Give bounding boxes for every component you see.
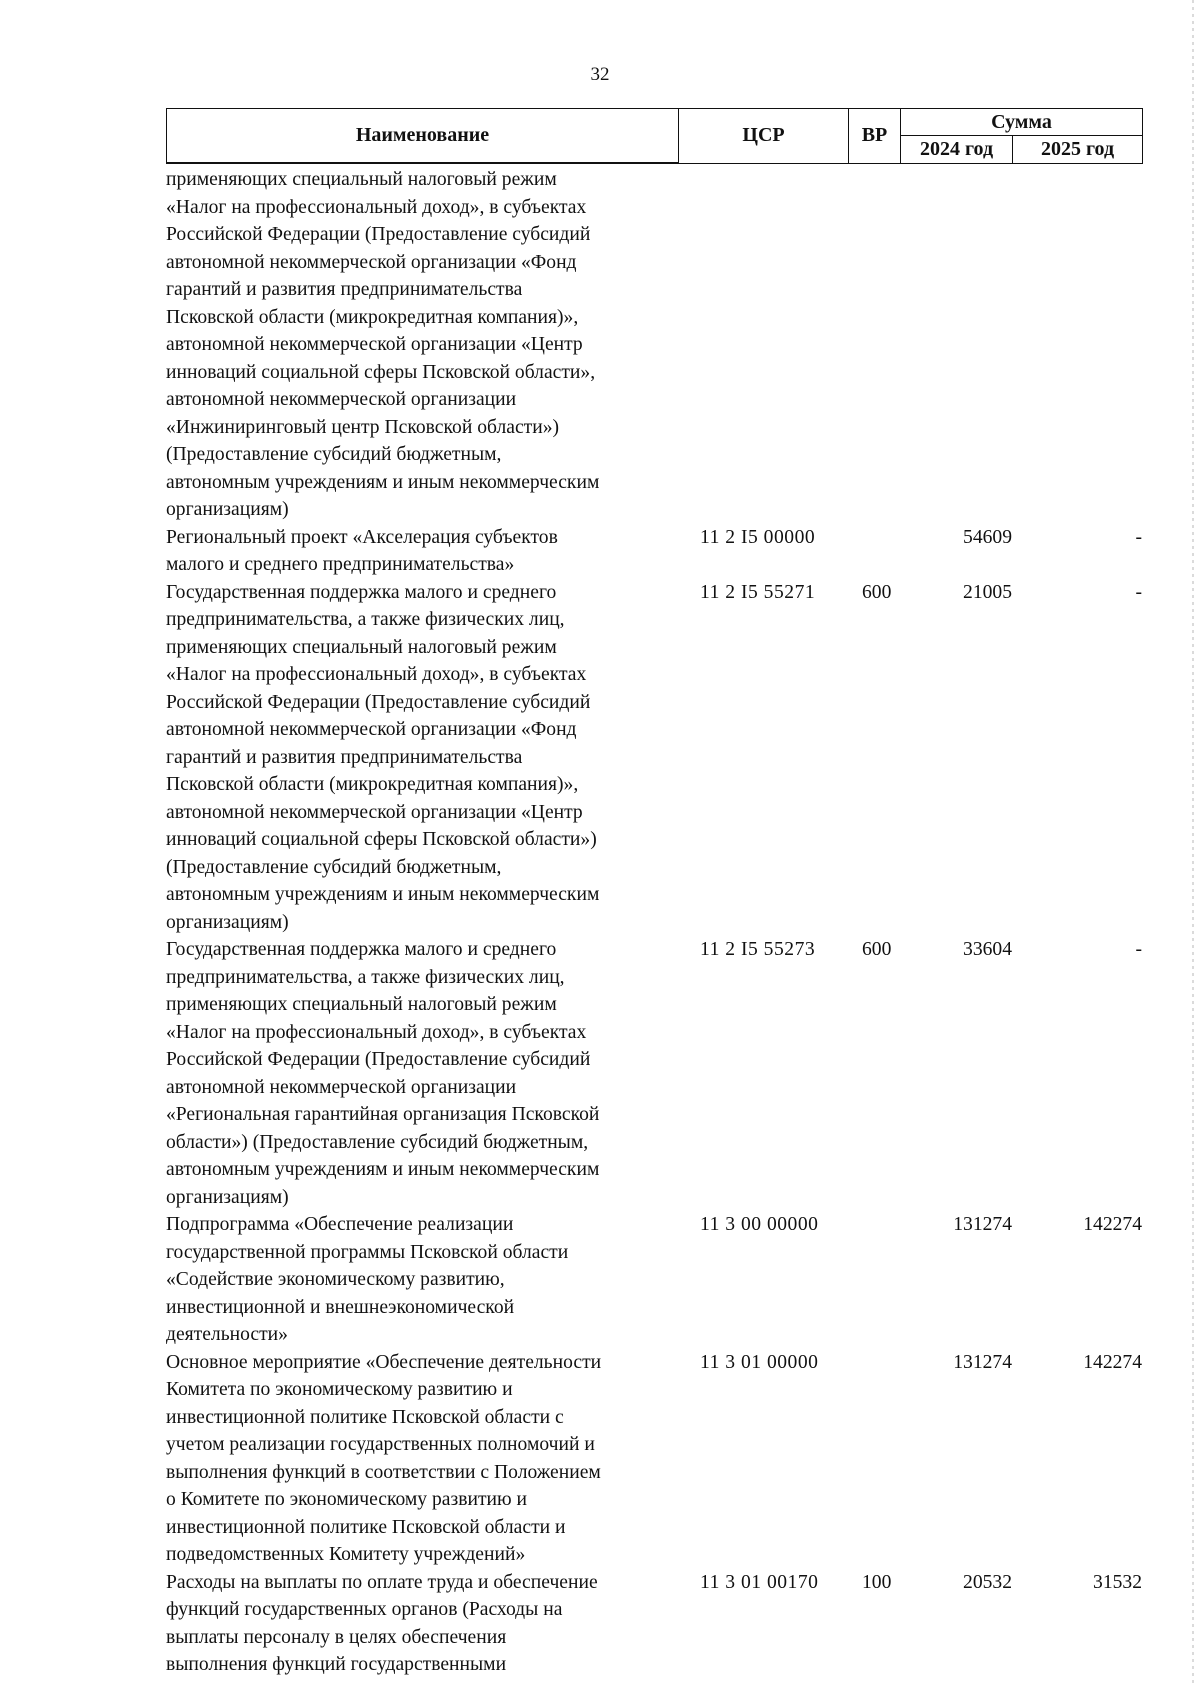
table-row (166, 1569, 1142, 1679)
row-csr: 11 2 I5 55273 (700, 939, 816, 960)
row-name: применяющих специальный налоговый режим «Налог на профессиональный доход», в субъектах Российской Федерации (Предоставление субсидий автономной некоммерческой организации «Фонд гарантий и развития предпринимательства Псковской области (микрокредитная компания)», автономной некоммерческой организации «Центр инноваций социальной сферы Псковской области», автономной некоммерческой организации «Инжиниринговый центр Псковской области») (Предоставление субсидий бюджетным, автономным учреждениям и иным некоммерческим организациям) (166, 169, 600, 520)
row-csr: 11 2 I5 55271 (700, 581, 816, 603)
row-sum-2024: 21005 (963, 581, 1012, 603)
row-sum-2025: 142274 (1083, 1214, 1142, 1235)
header-year-2024: 2024 год (901, 136, 1013, 163)
table-row (166, 1211, 1142, 1349)
header-vr: ВР (849, 109, 901, 164)
row-sum-2025: - (1135, 939, 1142, 960)
row-vr: 600 (862, 939, 892, 960)
header-year-2025: 2025 год (1013, 136, 1143, 163)
row-csr: 11 3 00 00000 (700, 1214, 819, 1235)
row-csr: 11 2 I5 00000 (700, 526, 816, 548)
row-sum-2024: 131274 (953, 1351, 1012, 1373)
row-vr: 100 (862, 1571, 892, 1593)
table-row (166, 936, 1142, 1211)
header-name: Наименование (167, 109, 679, 164)
table-row (166, 524, 1142, 579)
row-sum-2024: 54609 (963, 526, 1012, 548)
row-csr: 11 3 01 00170 (700, 1571, 819, 1593)
row-name: Региональный проект «Акселерация субъектов малого и среднего предпринимательства» (166, 526, 558, 575)
row-vr: 600 (862, 581, 892, 603)
row-name: Государственная поддержка малого и среднего предпринимательства, а также физических лиц, применяющих специальный налоговый режим «Налог на профессиональный доход», в субъектах Российской Федерации (Предоставление субсидий автономной некоммерческой организации «Фонд гарантий и развития предпринимательства Псковской области (микрокредитная компания)», автономной некоммерческой организации «Центр инноваций социальной сферы Псковской области») (Предоставление субсидий бюджетным, автономным учреждениям и иным некоммерческим организациям) (166, 581, 600, 933)
header-sum: Сумма (901, 109, 1143, 136)
table-header (166, 108, 1143, 164)
row-sum-2024: 33604 (963, 939, 1012, 960)
row-sum-2024: 20532 (963, 1571, 1012, 1593)
row-name: Основное мероприятие «Обеспечение деятельности Комитета по экономическому развитию и инвестиционной политике Псковской области с учетом реализации государственных полномочий и выполнения функций в соответствии с Положением о Комитете по экономическому развитию и инвестиционной политике Псковской области и подведомственных Комитету учреждений» (166, 1351, 602, 1565)
row-sum-2025: - (1135, 526, 1142, 548)
row-sum-2025: 31532 (1093, 1571, 1142, 1593)
scan-edge-artifact (1192, 0, 1194, 1686)
row-sum-2024: 131274 (953, 1214, 1012, 1235)
row-name: Государственная поддержка малого и среднего предпринимательства, а также физических лиц, применяющих специальный налоговый режим «Налог на профессиональный доход», в субъектах Российской Федерации (Предоставление субсидий автономной некоммерческой организации «Региональная гарантийная организация Псковской области») (Предоставление субсидий бюджетным, автономным учреждениям и иным некоммерческим организациям) (166, 939, 600, 1208)
table-row (166, 1349, 1142, 1569)
row-name: Подпрограмма «Обеспечение реализации государственной программы Псковской области «Содействие экономическому развитию, инвестиционной и внешнеэкономической деятельности» (166, 1214, 569, 1345)
row-sum-2025: - (1135, 581, 1142, 603)
row-sum-2025: 142274 (1083, 1351, 1142, 1373)
row-name: Расходы на выплаты по оплате труда и обеспечение функций государственных органов (Расходы на выплаты персоналу в целях обеспечения выполнения функций государственными (166, 1571, 598, 1675)
header-csr: ЦСР (679, 109, 849, 164)
table-row (166, 579, 1142, 937)
row-csr: 11 3 01 00000 (700, 1351, 819, 1373)
table-body (166, 166, 1142, 1679)
page-number: 32 (590, 64, 610, 85)
table-row (166, 166, 1142, 524)
